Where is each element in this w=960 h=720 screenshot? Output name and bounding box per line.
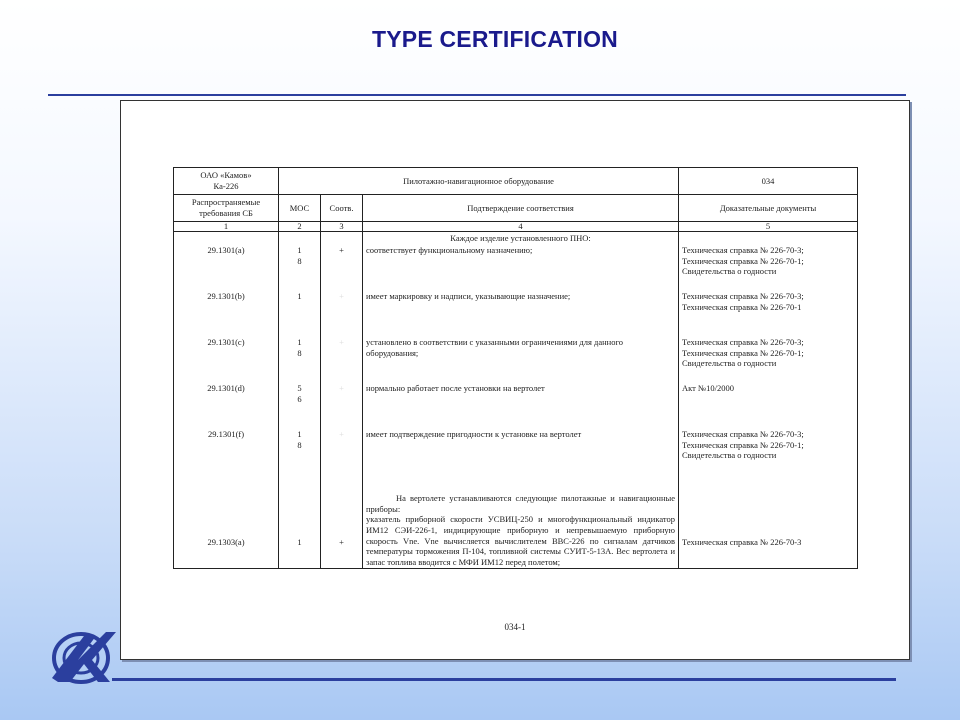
col-header-compliance: Соотв. xyxy=(321,195,363,222)
confirmation-text: установлено в соответствии с указанными ограничениями для данного оборудования; xyxy=(366,337,623,358)
compliance-mark: + xyxy=(339,429,344,439)
moc-value: 8 xyxy=(297,255,302,266)
bottom-divider xyxy=(112,678,896,681)
col-number: 5 xyxy=(679,222,858,232)
moc-value: 1 xyxy=(297,245,302,255)
compliance-mark: + xyxy=(339,245,344,255)
moc-value: 1 xyxy=(297,291,302,301)
document-ref: Техническая справка № 226-70-1; xyxy=(682,439,804,450)
model-name: Ка-226 xyxy=(213,181,239,191)
moc-value: 8 xyxy=(297,439,302,450)
moc-value: 8 xyxy=(297,347,302,358)
moc-value: 6 xyxy=(297,393,302,404)
confirmation-column xyxy=(363,232,679,569)
moc-value: 5 xyxy=(297,383,302,393)
document-ref: Техническая справка № 226-70-3; xyxy=(682,337,804,347)
col-header-documents: Доказательные документы xyxy=(679,195,858,222)
document-ref: Техническая справка № 226-70-3; xyxy=(682,429,804,439)
document-ref: Свидетельства о годности xyxy=(682,450,777,461)
page-number: 034-1 xyxy=(504,622,526,632)
compliance-mark: + xyxy=(339,291,344,301)
document-ref: Свидетельства о годности xyxy=(682,266,777,277)
top-divider xyxy=(48,94,906,96)
col-number: 2 xyxy=(279,222,321,232)
moc-column xyxy=(279,232,321,569)
certification-table-wrapper xyxy=(173,167,857,569)
col-number: 3 xyxy=(321,222,363,232)
document-ref: Техническая справка № 226-70-3 xyxy=(682,537,802,547)
moc-value: 1 xyxy=(297,337,302,347)
document-ref: Техническая справка № 226-70-3; xyxy=(682,245,804,255)
col-number: 4 xyxy=(363,222,679,232)
company-name: ОАО «Камов» xyxy=(200,170,252,181)
header-row-2 xyxy=(174,195,858,222)
confirmation-intro: Каждое изделие установленного ПНО: xyxy=(450,233,591,243)
col-header-confirmation: Подтверждение соответствия xyxy=(363,195,679,222)
instruments-intro: На вертолете устанавливаются следующие пилотажные и навигационные приборы: xyxy=(366,493,676,514)
requirement-ref: 29.1303(a) xyxy=(207,537,245,547)
compliance-mark: + xyxy=(339,537,344,547)
compliance-column xyxy=(321,232,363,569)
requirement-ref: 29.1301(f) xyxy=(207,429,245,439)
document-ref: Техническая справка № 226-70-1 xyxy=(682,301,802,312)
document-ref: Акт №10/2000 xyxy=(682,383,734,393)
requirement-ref: 29.1301(c) xyxy=(207,337,245,347)
company-cell xyxy=(174,168,279,195)
documents-column xyxy=(679,232,858,569)
confirmation-text: имеет маркировку и надписи, указывающие назначение; xyxy=(366,291,571,301)
document-ref: Техническая справка № 226-70-1; xyxy=(682,347,804,358)
requirement-ref: 29.1301(a) xyxy=(207,245,245,255)
section-code: 034 xyxy=(679,168,858,195)
document-ref: Техническая справка № 226-70-3; xyxy=(682,291,804,301)
certification-table xyxy=(173,167,858,569)
company-logo-icon xyxy=(48,626,118,686)
document-page xyxy=(120,100,910,660)
requirements-column xyxy=(174,232,279,569)
table-body-row xyxy=(174,232,858,569)
header-row-1 xyxy=(174,168,858,195)
col-header-moc: МОС xyxy=(279,195,321,222)
confirmation-text: имеет подтверждение пригодности к установке на вертолет xyxy=(366,429,582,439)
requirement-ref: 29.1301(d) xyxy=(207,383,245,393)
requirement-ref: 29.1301(b) xyxy=(207,291,245,301)
document-ref: Свидетельства о годности xyxy=(682,358,777,369)
confirmation-text: соответствует функциональному назначению; xyxy=(366,245,533,255)
moc-value: 1 xyxy=(297,429,302,439)
compliance-mark: + xyxy=(339,383,344,393)
moc-value: 1 xyxy=(297,537,302,547)
column-number-row xyxy=(174,222,858,232)
col-number: 1 xyxy=(174,222,279,232)
compliance-mark: + xyxy=(339,337,344,347)
slide-title: TYPE CERTIFICATION xyxy=(372,26,618,52)
col-header-requirements: Распространяемые требования СБ xyxy=(174,195,279,222)
section-title: Пилотажно-навигационное оборудование xyxy=(279,168,679,195)
document-ref: Техническая справка № 226-70-1; xyxy=(682,255,804,266)
instruments-text: указатель приборной скорости УСВИЦ-250 и многофункциональный индикатор ИМ12 СЭИ-226-1, индицирующие приборную и непревышаемую приборную скорость Vne. Vne вычисляется вычислителем ВВС-226 по сигналам датчиков температуры торможения П-104, топливной системы СУИТ-5-13А. Вес вертолета и запас топлива вводится с МФИ ИМ12 перед полетом; xyxy=(366,514,676,567)
confirmation-text: нормально работает после установки на вертолет xyxy=(366,383,545,393)
